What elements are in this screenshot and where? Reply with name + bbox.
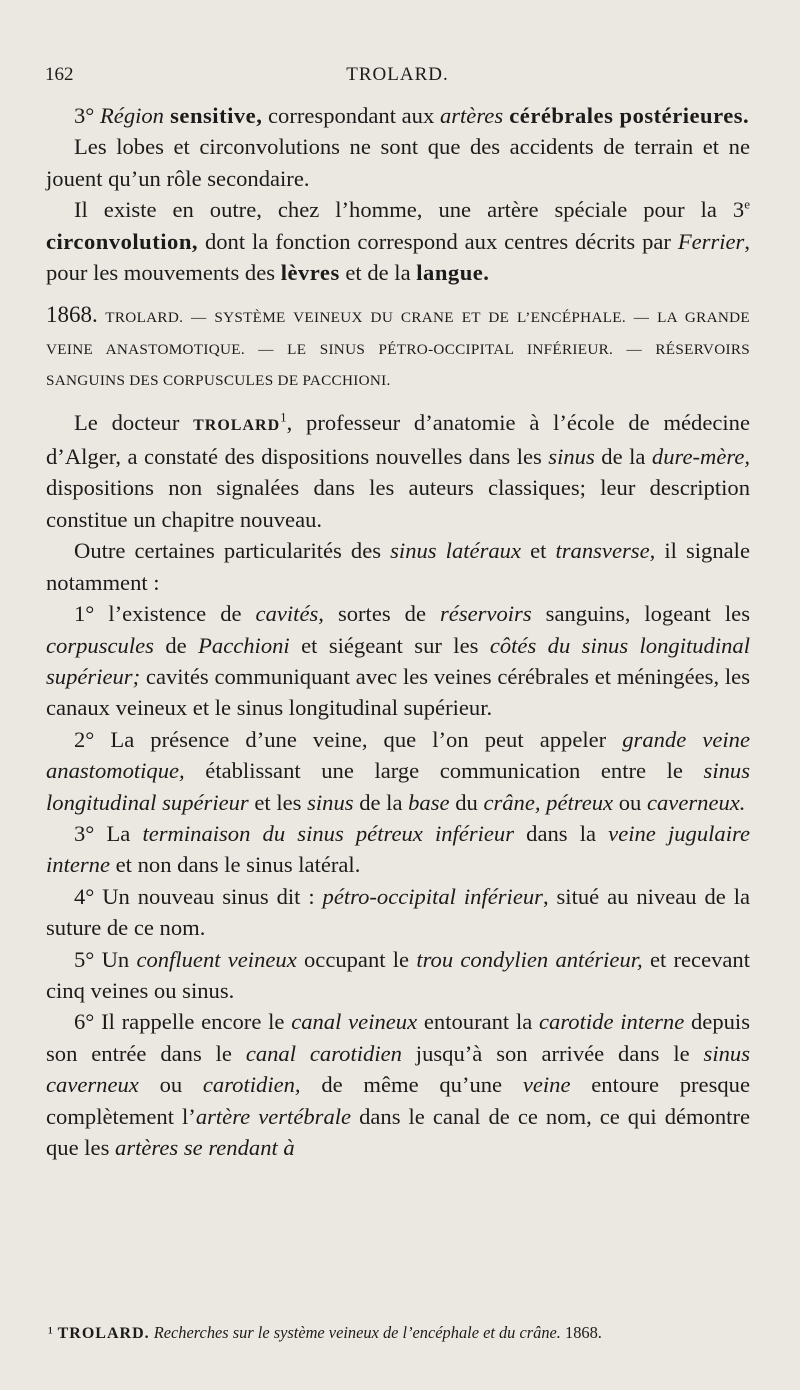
italic-span: sinus caverneux <box>46 1040 750 1098</box>
italic-span: Ferrier <box>677 228 745 254</box>
text-span: du <box>449 789 484 815</box>
text-span: ou <box>138 1072 203 1098</box>
text-span: 2° La présence d’une veine, que l’on peut appeler <box>74 726 623 752</box>
italic-span: grande veine anastomotique, <box>46 726 750 784</box>
italic-span: sinus latéraux <box>390 538 521 564</box>
bold-span: langue. <box>416 260 490 286</box>
bold-span: circonvolution, <box>46 228 199 254</box>
text-span: Le docteur <box>74 409 194 435</box>
text-span: 6° Il rappelle encore le <box>74 1009 292 1035</box>
bibliography-entry <box>46 299 750 396</box>
text-span: entourant la <box>417 1009 540 1035</box>
footnote-ref: 1 <box>280 409 287 425</box>
text-span: ou <box>613 789 647 815</box>
bold-span: lèvres <box>280 260 340 286</box>
paragraph-point-1 <box>46 598 750 724</box>
page-header <box>45 64 750 94</box>
text-span: et <box>520 538 556 564</box>
text-span: établissant une large communication entre le <box>184 758 704 784</box>
text-span: et recevant cinq veines ou sinus. <box>46 946 750 1003</box>
text-span: et non dans le sinus latéral. <box>110 852 361 878</box>
text-span: et les <box>248 789 308 815</box>
footnote-title: Recherches sur le système veineux de l’encéphale et du crâne. <box>149 1323 561 1342</box>
italic-span: carotide interne <box>539 1009 685 1035</box>
entry-title: TROLARD. — SYSTÈME VEINEUX DU CRANE ET DE L’ENCÉPHALE. — LA GRANDE VEINE ANASTOMOTIQUE. — LE SINUS PÉTRO-OCCIPITAL INFÉRIEUR. — RÉSERVOIRS SANGUINS DES CORPUSCULES DE PACCHIONI. <box>46 309 750 390</box>
italic-span: Pacchioni <box>198 632 290 658</box>
text-span: cavités communiquant avec les veines cérébrales et méningées, les canaux veineux et le sinus longitudinal supérieur. <box>46 663 750 721</box>
text-span: , situé au niveau de la suture de ce nom. <box>46 883 750 941</box>
italic-span: veine jugulaire interne <box>46 820 750 878</box>
paragraph-point-2 <box>46 724 750 818</box>
italic-span: côtés du sinus longitudinal supérieur; <box>46 632 750 689</box>
paragraph-particularities <box>46 535 750 598</box>
italic-span: terminaison du sinus pétreux inférieur <box>142 820 515 846</box>
text-span: , professeur d’anatomie à l’école de médecine d’Alger, a constaté des dispositions nouvelles dans les <box>46 409 750 470</box>
text-span: dans le canal de ce nom, ce qui démontre que les <box>46 1103 751 1160</box>
paragraph-point-3 <box>46 818 750 881</box>
text-span: 1° l’existence de <box>74 601 256 627</box>
italic-span: artères <box>439 103 504 128</box>
superscript: e <box>744 196 750 212</box>
text-span: de <box>153 632 199 658</box>
italic-span: base <box>408 789 450 815</box>
paragraph-point-4 <box>46 881 750 944</box>
italic-span: trou condylien antérieur, <box>416 946 643 972</box>
text-span: Il existe en outre, chez l’homme, une artère spéciale pour la 3 <box>74 197 745 223</box>
text-span: Outre certaines particularités des <box>74 538 391 564</box>
footnote <box>48 1322 752 1345</box>
paragraph-doctor-trolard <box>46 407 750 536</box>
italic-span: Région <box>99 103 164 128</box>
bold-span: cérébrales postérieures. <box>503 103 750 128</box>
text-span: depuis son entrée dans le <box>46 1009 750 1066</box>
text-span: dans la <box>514 820 609 846</box>
italic-span: sinus <box>548 444 595 470</box>
italic-span: canal veineux <box>291 1009 418 1035</box>
italic-span: carotidien, <box>202 1072 301 1098</box>
paragraph-region-sensitive <box>46 100 750 131</box>
text-span: dispositions non signalées dans les auteurs classiques; leur description constitue un chapitre nouveau. <box>46 475 750 532</box>
text-span: correspondant aux <box>262 103 440 128</box>
italic-span: canal carotidien <box>245 1040 402 1066</box>
text-span: entoure presque complètement l’ <box>46 1072 750 1129</box>
italic-span: dure-mère, <box>651 444 750 470</box>
paragraph-lobes: Les lobes et circonvolutions ne sont que des accidents de terrain et ne jouent qu’un rôle secondaire. <box>46 134 750 191</box>
italic-span: artère vertébrale <box>195 1103 352 1129</box>
text-span: il signale notamment : <box>46 538 750 595</box>
italic-span: sinus <box>307 789 354 815</box>
text-span: occupant le <box>296 946 417 972</box>
paragraph-point-6 <box>46 1006 750 1163</box>
text-span: de la <box>353 789 409 815</box>
text-span: dont la fonction correspond aux centres décrits par <box>198 228 678 254</box>
text-span: sanguins, logeant les <box>531 601 750 627</box>
text-span: et siégeant sur les <box>289 632 490 658</box>
running-title: TROLARD. <box>346 64 449 85</box>
text-span: sortes de <box>323 601 441 627</box>
bold-span: sensitive, <box>163 103 263 128</box>
text-span: , pour les mouvements des <box>46 228 750 286</box>
italic-span: corpuscules <box>46 632 154 658</box>
paragraph-special-artery <box>46 194 750 288</box>
text-span: de même qu’une <box>300 1072 523 1098</box>
italic-span: crâne, pétreux <box>483 789 614 815</box>
italic-span: caverneux. <box>646 789 746 815</box>
author-name: TROLARD <box>193 416 281 434</box>
italic-span: artères se rendant à <box>115 1135 295 1160</box>
paragraph-point-5 <box>46 944 750 1007</box>
text-span: 4° Un nouveau sinus dit : <box>74 883 323 909</box>
italic-span: sinus longitudinal supérieur <box>46 758 750 815</box>
text-span: 5° Un <box>74 946 137 972</box>
italic-span: veine <box>522 1072 571 1098</box>
body-text <box>46 100 750 1163</box>
italic-span: réservoirs <box>440 601 532 627</box>
footnote-marker: ¹ <box>48 1323 53 1342</box>
italic-span: pétro-occipital inférieur <box>322 883 543 909</box>
footnote-year: 1868. <box>560 1323 602 1342</box>
text-span: de la <box>594 444 652 470</box>
italic-span: transverse, <box>555 538 656 564</box>
text-span: 3° <box>74 103 100 128</box>
spacer <box>46 397 750 407</box>
text-span: jusqu’à son arrivée dans le <box>401 1040 704 1066</box>
text-span: et de la <box>339 260 417 286</box>
italic-span: confluent veineux <box>136 946 297 972</box>
page-number: 162 <box>45 64 74 85</box>
footnote-author: TROLARD. <box>52 1325 150 1342</box>
entry-number: 1868. <box>46 302 98 328</box>
italic-span: cavités, <box>255 601 324 627</box>
text-span: 3° La <box>74 820 143 846</box>
